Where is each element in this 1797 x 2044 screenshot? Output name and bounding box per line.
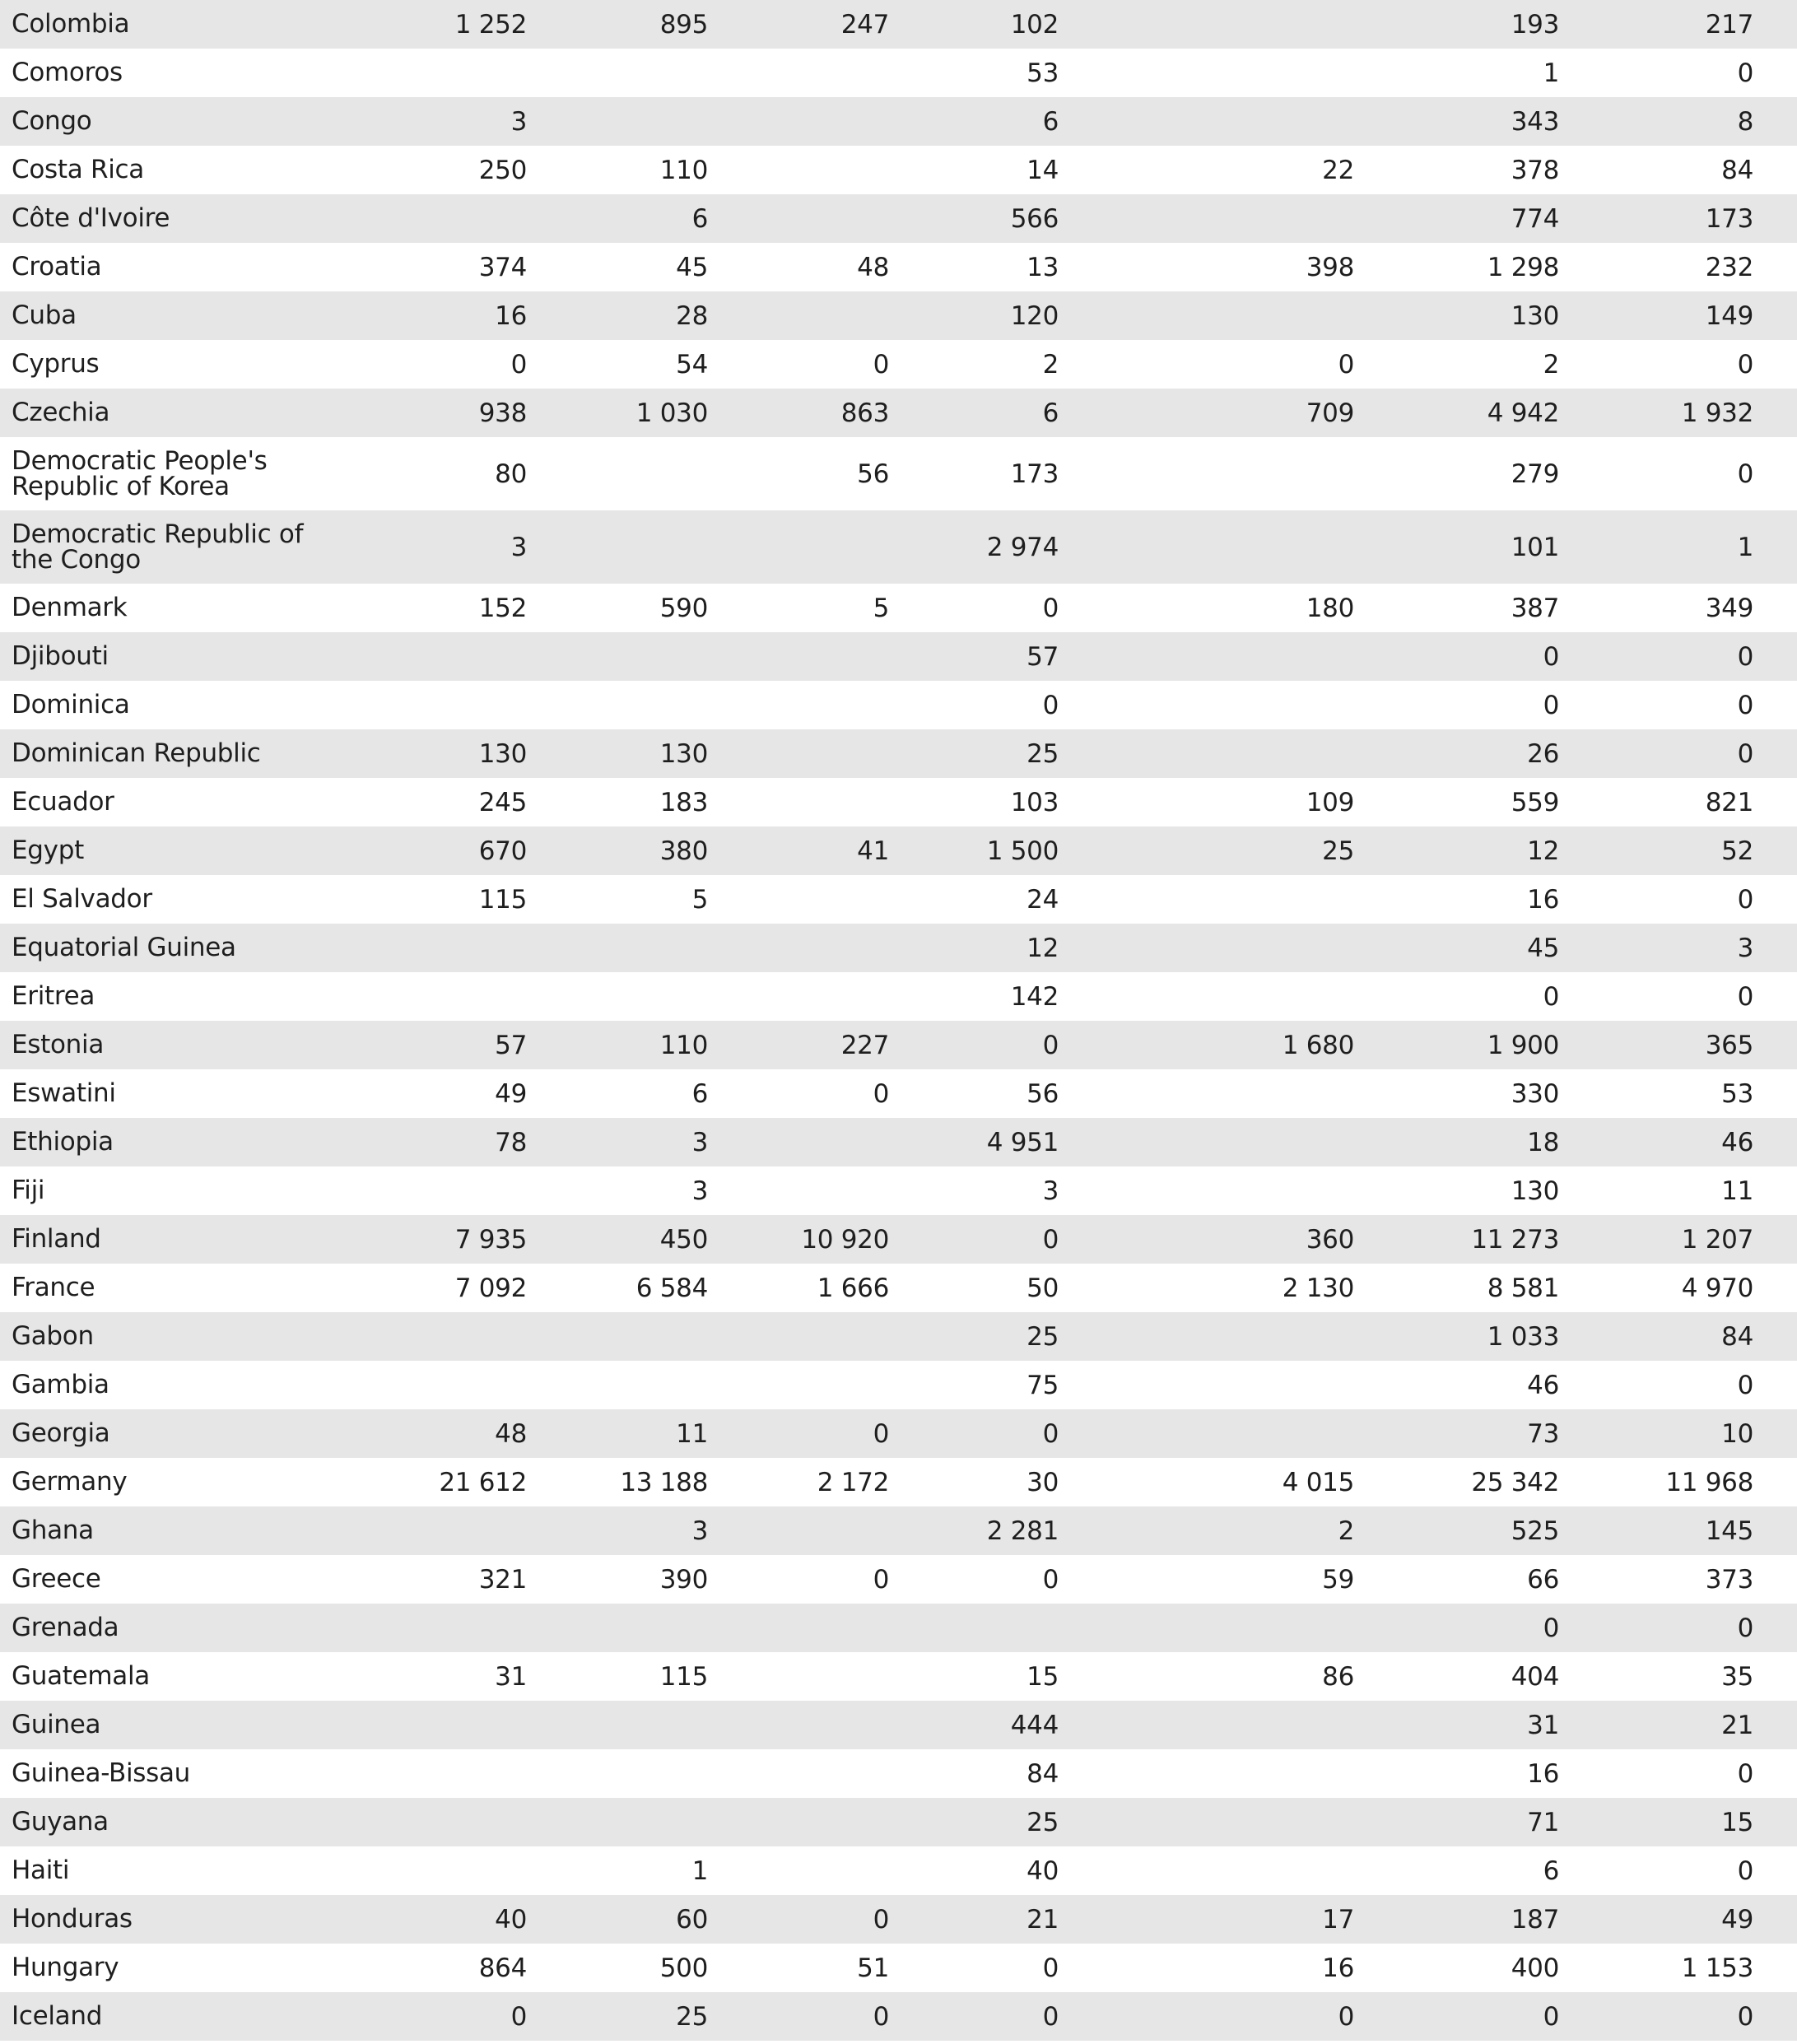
value-cell: 103 — [1010, 787, 1059, 817]
table-row — [0, 1798, 1797, 1846]
value-cell: 54 — [676, 349, 708, 379]
value-cell: 0 — [1737, 349, 1753, 379]
value-cell: 110 — [659, 1030, 708, 1060]
value-cell: 173 — [1010, 459, 1059, 489]
table-row — [0, 340, 1797, 389]
table-row — [0, 437, 1797, 510]
value-cell: 0 — [1737, 1758, 1753, 1789]
value-cell: 152 — [478, 593, 527, 623]
country-name: Cuba — [12, 300, 77, 330]
country-name: Guinea-Bissau — [12, 1758, 191, 1788]
table-row — [0, 1992, 1797, 2041]
value-cell: 3 — [691, 1127, 708, 1157]
value-cell: 217 — [1705, 9, 1753, 40]
value-cell: 25 — [1322, 836, 1354, 866]
value-cell: 52 — [1721, 836, 1753, 866]
value-cell: 78 — [495, 1127, 527, 1157]
value-cell: 57 — [495, 1030, 527, 1060]
value-cell: 4 942 — [1487, 398, 1559, 428]
value-cell: 2 974 — [986, 532, 1059, 562]
table-row — [0, 146, 1797, 194]
value-cell: 0 — [873, 1418, 889, 1449]
value-cell: 1 500 — [986, 836, 1059, 866]
country-name: Iceland — [12, 2001, 103, 2031]
value-cell: 0 — [1737, 1370, 1753, 1400]
value-cell: 3 — [691, 1516, 708, 1546]
value-cell: 3 — [691, 1176, 708, 1206]
value-cell: 5 — [873, 593, 889, 623]
value-cell: 1 — [1737, 532, 1753, 562]
value-cell: 102 — [1010, 9, 1059, 40]
value-cell: 51 — [857, 1953, 889, 1983]
value-cell: 864 — [478, 1953, 527, 1983]
value-cell: 149 — [1705, 300, 1753, 331]
value-cell: 109 — [1306, 787, 1354, 817]
country-name: Cyprus — [12, 349, 100, 379]
country-name: Fiji — [12, 1176, 45, 1205]
value-cell: 2 172 — [817, 1467, 889, 1497]
value-cell: 390 — [659, 1564, 708, 1595]
value-cell: 25 — [1027, 1321, 1059, 1352]
value-cell: 0 — [1737, 690, 1753, 720]
country-name: Egypt — [12, 836, 84, 865]
table-row — [0, 584, 1797, 632]
value-cell: 25 — [1027, 1807, 1059, 1837]
value-cell: 1 153 — [1681, 1953, 1753, 1983]
value-cell: 130 — [1511, 1176, 1559, 1206]
table-row — [0, 1749, 1797, 1798]
table-row — [0, 1166, 1797, 1215]
value-cell: 774 — [1511, 203, 1559, 234]
country-name: Croatia — [12, 252, 102, 282]
country-name: Costa Rica — [12, 155, 144, 184]
value-cell: 0 — [1543, 1613, 1559, 1643]
value-cell: 0 — [1338, 2001, 1354, 2032]
table-row — [0, 194, 1797, 243]
value-cell: 2 — [1338, 1516, 1354, 1546]
value-cell: 6 — [1042, 398, 1059, 428]
country-name: Guatemala — [12, 1661, 150, 1691]
value-cell: 0 — [1737, 738, 1753, 769]
value-cell: 1 900 — [1487, 1030, 1559, 1060]
value-cell: 26 — [1527, 738, 1559, 769]
value-cell: 50 — [1027, 1273, 1059, 1303]
country-name: Guinea — [12, 1710, 101, 1739]
table-row — [0, 1409, 1797, 1458]
value-cell: 41 — [857, 836, 889, 866]
value-cell: 0 — [1737, 2001, 1753, 2032]
value-cell: 500 — [659, 1953, 708, 1983]
value-cell: 374 — [478, 252, 527, 282]
value-cell: 7 092 — [454, 1273, 527, 1303]
table-row — [0, 681, 1797, 729]
table-row — [0, 1604, 1797, 1652]
value-cell: 0 — [1042, 1030, 1059, 1060]
value-cell: 0 — [1737, 1855, 1753, 1886]
table-row — [0, 1652, 1797, 1701]
value-cell: 5 — [691, 884, 708, 915]
table-row — [0, 1361, 1797, 1409]
value-cell: 227 — [840, 1030, 889, 1060]
value-cell: 49 — [495, 1078, 527, 1109]
value-cell: 28 — [676, 300, 708, 331]
table-row — [0, 97, 1797, 146]
value-cell: 2 — [1042, 349, 1059, 379]
country-name: El Salvador — [12, 884, 152, 914]
value-cell: 7 935 — [454, 1224, 527, 1255]
value-cell: 0 — [873, 1904, 889, 1935]
country-name: Eswatini — [12, 1078, 116, 1108]
value-cell: 0 — [1042, 593, 1059, 623]
value-cell: 30 — [1027, 1467, 1059, 1497]
value-cell: 15 — [1721, 1807, 1753, 1837]
value-cell: 3 — [1737, 933, 1753, 963]
table-row — [0, 1506, 1797, 1555]
value-cell: 16 — [1527, 1758, 1559, 1789]
country-name: Germany — [12, 1467, 128, 1497]
value-cell: 25 — [676, 2001, 708, 2032]
table-row — [0, 243, 1797, 291]
country-name: Grenada — [12, 1613, 119, 1642]
value-cell: 110 — [659, 155, 708, 185]
country-name: Czechia — [12, 398, 110, 427]
country-name: Dominica — [12, 690, 130, 719]
value-cell: 1 — [1543, 58, 1559, 88]
table-row — [0, 1555, 1797, 1604]
value-cell: 2 — [1543, 349, 1559, 379]
value-cell: 365 — [1705, 1030, 1753, 1060]
value-cell: 10 — [1721, 1418, 1753, 1449]
value-cell: 115 — [478, 884, 527, 915]
country-name: Eritrea — [12, 981, 95, 1011]
value-cell: 378 — [1511, 155, 1559, 185]
value-cell: 145 — [1705, 1516, 1753, 1546]
value-cell: 49 — [1721, 1904, 1753, 1935]
value-cell: 12 — [1527, 836, 1559, 866]
table-row — [0, 1264, 1797, 1312]
table-row — [0, 729, 1797, 778]
value-cell: 670 — [478, 836, 527, 866]
value-cell: 57 — [1027, 641, 1059, 672]
table-row — [0, 778, 1797, 826]
value-cell: 321 — [478, 1564, 527, 1595]
value-cell: 25 342 — [1471, 1467, 1559, 1497]
value-cell: 863 — [840, 398, 889, 428]
table-row — [0, 632, 1797, 681]
value-cell: 1 — [691, 1855, 708, 1886]
table-row — [0, 1895, 1797, 1944]
value-cell: 16 — [1527, 884, 1559, 915]
value-cell: 1 666 — [817, 1273, 889, 1303]
value-cell: 450 — [659, 1224, 708, 1255]
value-cell: 46 — [1527, 1370, 1559, 1400]
value-cell: 0 — [1042, 1953, 1059, 1983]
value-cell: 566 — [1010, 203, 1059, 234]
table-row — [0, 1215, 1797, 1264]
value-cell: 245 — [478, 787, 527, 817]
value-cell: 0 — [1338, 349, 1354, 379]
value-cell: 6 — [1042, 106, 1059, 137]
value-cell: 360 — [1306, 1224, 1354, 1255]
value-cell: 525 — [1511, 1516, 1559, 1546]
value-cell: 11 — [1721, 1176, 1753, 1206]
value-cell: 22 — [1322, 155, 1354, 185]
value-cell: 8 — [1737, 106, 1753, 137]
value-cell: 13 188 — [620, 1467, 708, 1497]
value-cell: 187 — [1511, 1904, 1559, 1935]
value-cell: 115 — [659, 1661, 708, 1692]
table-row — [0, 972, 1797, 1021]
value-cell: 11 968 — [1665, 1467, 1753, 1497]
value-cell: 0 — [1042, 1418, 1059, 1449]
value-cell: 45 — [676, 252, 708, 282]
value-cell: 250 — [478, 155, 527, 185]
value-cell: 1 298 — [1487, 252, 1559, 282]
value-cell: 232 — [1705, 252, 1753, 282]
value-cell: 2 281 — [986, 1516, 1059, 1546]
value-cell: 46 — [1721, 1127, 1753, 1157]
table-row — [0, 49, 1797, 97]
value-cell: 1 030 — [635, 398, 708, 428]
country-name: Greece — [12, 1564, 101, 1594]
value-cell: 3 — [510, 532, 527, 562]
country-name: Finland — [12, 1224, 101, 1254]
country-name: Georgia — [12, 1418, 110, 1448]
country-name: Gabon — [12, 1321, 94, 1351]
value-cell: 559 — [1511, 787, 1559, 817]
value-cell: 349 — [1705, 593, 1753, 623]
value-cell: 6 — [691, 203, 708, 234]
value-cell: 0 — [1737, 459, 1753, 489]
value-cell: 0 — [1737, 1613, 1753, 1643]
value-cell: 60 — [676, 1904, 708, 1935]
table-row — [0, 1312, 1797, 1361]
value-cell: 80 — [495, 459, 527, 489]
table-row — [0, 1944, 1797, 1992]
value-cell: 35 — [1721, 1661, 1753, 1692]
value-cell: 48 — [495, 1418, 527, 1449]
value-cell: 56 — [1027, 1078, 1059, 1109]
value-cell: 21 — [1027, 1904, 1059, 1935]
value-cell: 0 — [873, 349, 889, 379]
value-cell: 590 — [659, 593, 708, 623]
table-row — [0, 0, 1797, 49]
value-cell: 895 — [659, 9, 708, 40]
country-name: Democratic People's Republic of Korea — [12, 445, 268, 501]
value-cell: 48 — [857, 252, 889, 282]
value-cell: 6 — [1543, 1855, 1559, 1886]
country-name: Equatorial Guinea — [12, 933, 236, 962]
value-cell: 130 — [478, 738, 527, 769]
value-cell: 12 — [1027, 933, 1059, 963]
value-cell: 31 — [1527, 1710, 1559, 1740]
value-cell: 180 — [1306, 593, 1354, 623]
value-cell: 8 581 — [1487, 1273, 1559, 1303]
country-name: Denmark — [12, 593, 128, 622]
country-name: Estonia — [12, 1030, 105, 1059]
value-cell: 15 — [1027, 1661, 1059, 1692]
table-row — [0, 826, 1797, 875]
country-name: Djibouti — [12, 641, 109, 671]
country-name: Ghana — [12, 1516, 94, 1545]
value-cell: 4 015 — [1282, 1467, 1354, 1497]
country-name: Dominican Republic — [12, 738, 261, 768]
value-cell: 0 — [1042, 2001, 1059, 2032]
value-cell: 938 — [478, 398, 527, 428]
value-cell: 0 — [873, 1078, 889, 1109]
value-cell: 444 — [1010, 1710, 1059, 1740]
table-row — [0, 1069, 1797, 1118]
value-cell: 4 970 — [1681, 1273, 1753, 1303]
value-cell: 173 — [1705, 203, 1753, 234]
table-row — [0, 1701, 1797, 1749]
value-cell: 45 — [1527, 933, 1559, 963]
value-cell: 40 — [1027, 1855, 1059, 1886]
value-cell: 84 — [1721, 1321, 1753, 1352]
value-cell: 10 920 — [801, 1224, 889, 1255]
value-cell: 1 680 — [1282, 1030, 1354, 1060]
country-name: Haiti — [12, 1855, 70, 1885]
value-cell: 16 — [495, 300, 527, 331]
value-cell: 0 — [1543, 2001, 1559, 2032]
value-cell: 11 — [676, 1418, 708, 1449]
country-name: Ethiopia — [12, 1127, 114, 1157]
country-name: Hungary — [12, 1953, 119, 1982]
value-cell: 86 — [1322, 1661, 1354, 1692]
value-cell: 3 — [510, 106, 527, 137]
value-cell: 183 — [659, 787, 708, 817]
value-cell: 71 — [1527, 1807, 1559, 1837]
country-name: Comoros — [12, 58, 123, 87]
value-cell: 6 584 — [635, 1273, 708, 1303]
table-row — [0, 1118, 1797, 1166]
value-cell: 17 — [1322, 1904, 1354, 1935]
value-cell: 0 — [873, 1564, 889, 1595]
value-cell: 343 — [1511, 106, 1559, 137]
value-cell: 40 — [495, 1904, 527, 1935]
value-cell: 120 — [1010, 300, 1059, 331]
value-cell: 53 — [1721, 1078, 1753, 1109]
country-name: Guyana — [12, 1807, 109, 1837]
value-cell: 247 — [840, 9, 889, 40]
value-cell: 193 — [1511, 9, 1559, 40]
value-cell: 709 — [1306, 398, 1354, 428]
country-name: Gambia — [12, 1370, 109, 1399]
value-cell: 0 — [1042, 690, 1059, 720]
table-row — [0, 1458, 1797, 1506]
value-cell: 13 — [1027, 252, 1059, 282]
value-cell: 0 — [873, 2001, 889, 2032]
value-cell: 400 — [1511, 1953, 1559, 1983]
value-cell: 0 — [1543, 641, 1559, 672]
value-cell: 142 — [1010, 981, 1059, 1012]
value-cell: 84 — [1027, 1758, 1059, 1789]
value-cell: 11 273 — [1471, 1224, 1559, 1255]
country-name: Colombia — [12, 9, 130, 39]
value-cell: 0 — [1543, 690, 1559, 720]
value-cell: 373 — [1705, 1564, 1753, 1595]
value-cell: 2 130 — [1282, 1273, 1354, 1303]
country-name: France — [12, 1273, 95, 1302]
value-cell: 21 612 — [439, 1467, 527, 1497]
table-row — [0, 924, 1797, 972]
value-cell: 0 — [1737, 884, 1753, 915]
value-cell: 0 — [1737, 641, 1753, 672]
value-cell: 0 — [1737, 981, 1753, 1012]
value-cell: 53 — [1027, 58, 1059, 88]
value-cell: 31 — [495, 1661, 527, 1692]
value-cell: 380 — [659, 836, 708, 866]
value-cell: 59 — [1322, 1564, 1354, 1595]
country-name: Congo — [12, 106, 92, 136]
value-cell: 66 — [1527, 1564, 1559, 1595]
value-cell: 3 — [1042, 1176, 1059, 1206]
value-cell: 0 — [1737, 58, 1753, 88]
value-cell: 1 932 — [1681, 398, 1753, 428]
value-cell: 56 — [857, 459, 889, 489]
value-cell: 279 — [1511, 459, 1559, 489]
country-name: Côte d'Ivoire — [12, 203, 170, 233]
value-cell: 1 252 — [454, 9, 527, 40]
value-cell: 130 — [659, 738, 708, 769]
table-row — [0, 1846, 1797, 1895]
country-name: Honduras — [12, 1904, 133, 1934]
table-row — [0, 510, 1797, 584]
value-cell: 398 — [1306, 252, 1354, 282]
value-cell: 0 — [510, 2001, 527, 2032]
value-cell: 24 — [1027, 884, 1059, 915]
value-cell: 84 — [1721, 155, 1753, 185]
table-row — [0, 875, 1797, 924]
country-name: Ecuador — [12, 787, 114, 817]
value-cell: 73 — [1527, 1418, 1559, 1449]
table-row — [0, 389, 1797, 437]
value-cell: 101 — [1511, 532, 1559, 562]
value-cell: 0 — [1042, 1224, 1059, 1255]
value-cell: 1 207 — [1681, 1224, 1753, 1255]
value-cell: 4 951 — [986, 1127, 1059, 1157]
value-cell: 21 — [1721, 1710, 1753, 1740]
value-cell: 404 — [1511, 1661, 1559, 1692]
value-cell: 0 — [1543, 981, 1559, 1012]
value-cell: 821 — [1705, 787, 1753, 817]
country-name: Democratic Republic of the Congo — [12, 519, 304, 575]
table-row — [0, 291, 1797, 340]
value-cell: 25 — [1027, 738, 1059, 769]
value-cell: 387 — [1511, 593, 1559, 623]
value-cell: 0 — [1042, 1564, 1059, 1595]
value-cell: 1 033 — [1487, 1321, 1559, 1352]
value-cell: 75 — [1027, 1370, 1059, 1400]
value-cell: 130 — [1511, 300, 1559, 331]
value-cell: 14 — [1027, 155, 1059, 185]
value-cell: 6 — [691, 1078, 708, 1109]
table-row — [0, 1021, 1797, 1069]
value-cell: 18 — [1527, 1127, 1559, 1157]
value-cell: 0 — [510, 349, 527, 379]
value-cell: 330 — [1511, 1078, 1559, 1109]
value-cell: 16 — [1322, 1953, 1354, 1983]
